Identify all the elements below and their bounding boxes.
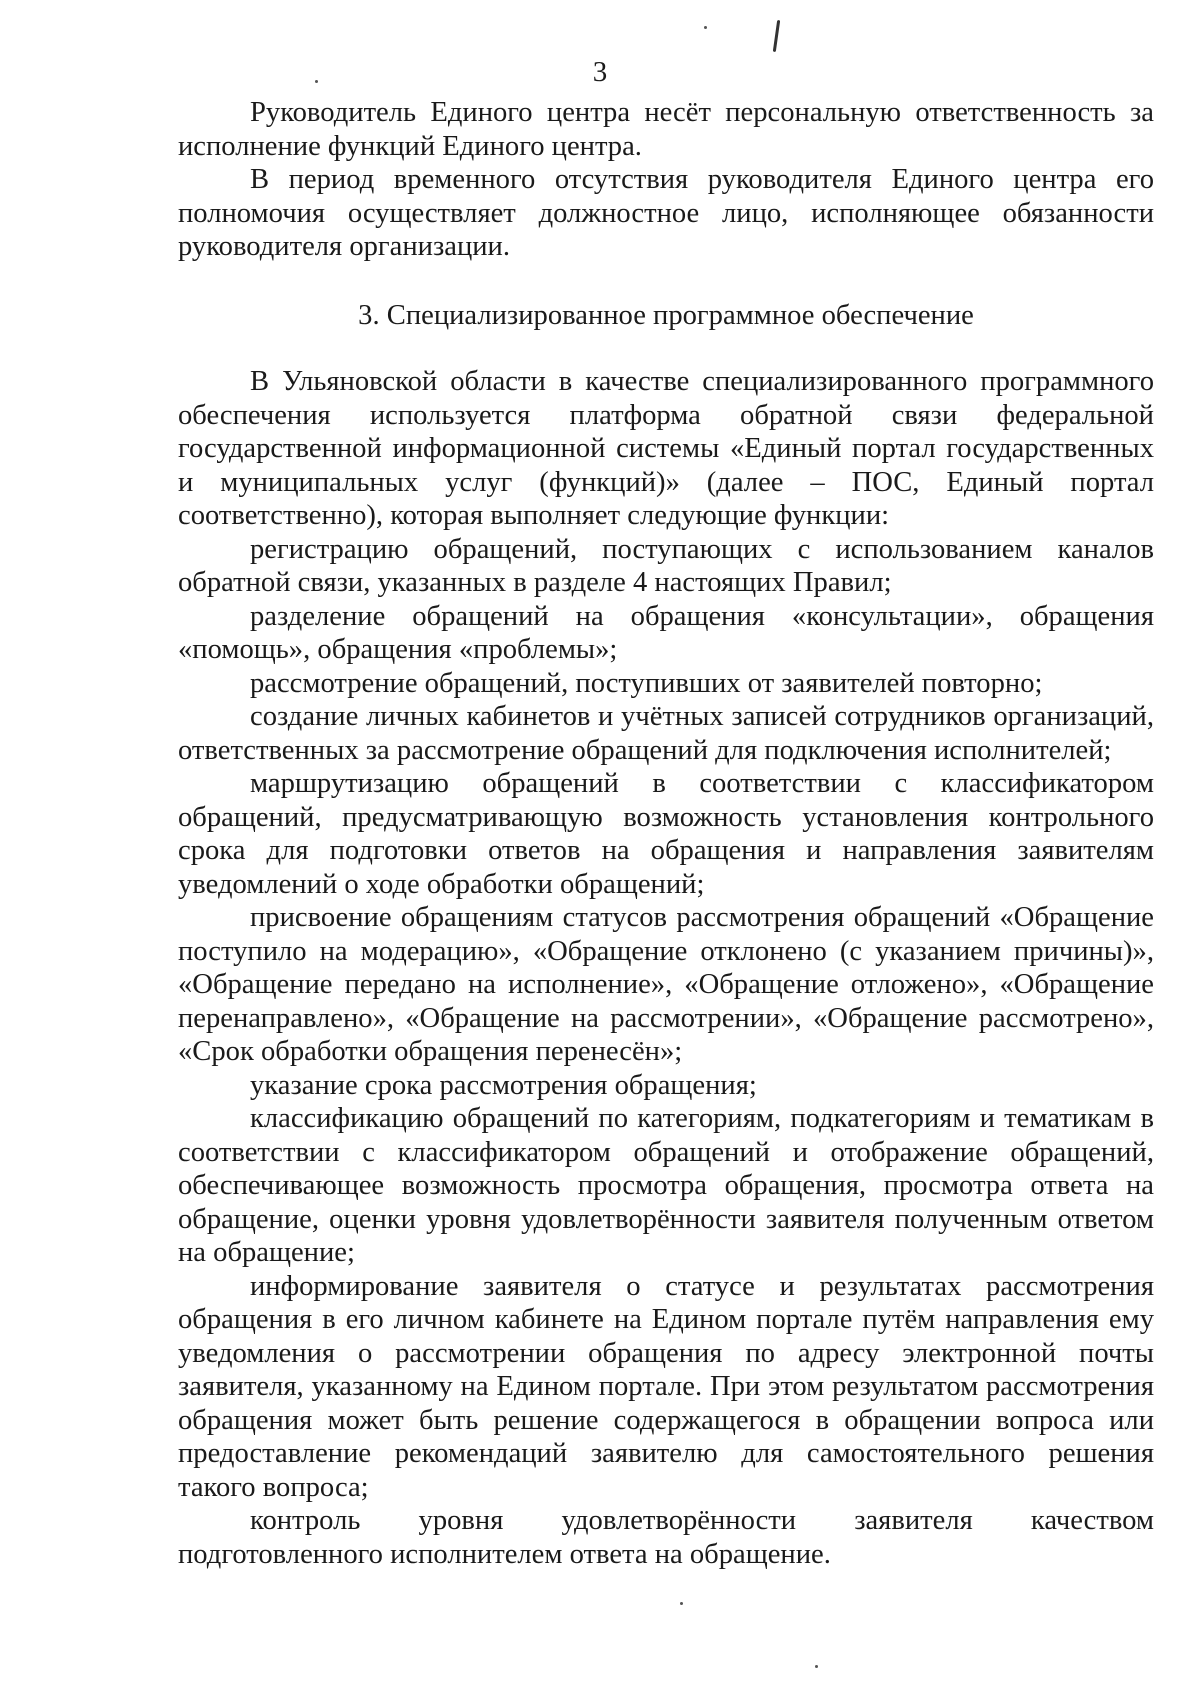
scan-speck	[704, 26, 707, 29]
scan-speck	[815, 1665, 818, 1668]
function-item: создание личных кабинетов и учётных записей сотрудников организаций, ответственных за рассмотрение обращений для подключения исполнителей;	[178, 701, 1154, 766]
function-item: маршрутизацию обращений в соответствии с классификатором обращений, предусматривающую возможность установления контрольного срока для подготовки ответов на обращения и направления заявителям уведомлений о ходе обработки обращений;	[178, 768, 1154, 900]
function-item: присвоение обращениям статусов рассмотрения обращений «Обращение поступило на модерацию», «Обращение отклонено (с указанием причины)», «Обращение передано на исполнение», «Обращение отложено», «Обращение перенаправлено», «Обращение на рассмотрении», «Обращение рассмотрено», «Срок обработки обращения перенесён»;	[178, 902, 1154, 1067]
scan-speck	[680, 1602, 683, 1605]
function-item: контроль уровня удовлетворённости заявителя качеством подготовленного исполнителем ответа на обращение.	[178, 1505, 1154, 1570]
function-item: информирование заявителя о статусе и результатах рассмотрения обращения в его личном кабинете на Едином портале путём направления ему уведомления о рассмотрении обращения по адресу электронной почты заявителя, указанному на Едином портале. При этом результатом рассмотрения обращения может быть решение содержащегося в обращении вопроса или предоставление рекомендаций заявителю для самостоятельного решения такого вопроса;	[178, 1270, 1154, 1503]
intro-paragraph: В период временного отсутствия руководителя Единого центра его полномочия осуществляет должностное лицо, исполняющее обязанности руководителя организации.	[178, 164, 1154, 262]
function-item: указание срока рассмотрения обращения;	[250, 1069, 757, 1101]
section-paragraph: В Ульяновской области в качестве специализированного программного обеспечения используется платформа обратной связи федеральной государственной информационной системы «Единый портал государственных и муниципальных услуг (функций)» (далее – ПОС, Единый портал соответственно), которая выполняет следующие функции:	[178, 366, 1154, 531]
function-item: регистрацию обращений, поступающих с использованием каналов обратной связи, указанных в разделе 4 настоящих Правил;	[178, 533, 1154, 598]
intro-paragraph: Руководитель Единого центра несёт персональную ответственность за исполнение функций Единого центра.	[178, 97, 1154, 162]
function-item: разделение обращений на обращения «консультации», обращения «помощь», обращения «проблемы»;	[178, 600, 1154, 665]
function-item: классификацию обращений по категориям, подкатегориям и тематикам в соответствии с классификатором обращений и отображение обращений, обеспечивающее возможность просмотра обращения, просмотра ответа на обращение, оценки уровня удовлетворённости заявителя полученным ответом на обращение;	[178, 1103, 1154, 1268]
section-heading: 3. Специализированное программное обеспечение	[358, 299, 974, 331]
function-item: рассмотрение обращений, поступивших от заявителей повторно;	[250, 667, 1043, 699]
document-body	[178, 96, 1154, 1571]
page-number: 3	[592, 56, 608, 88]
pen-mark	[773, 20, 780, 52]
